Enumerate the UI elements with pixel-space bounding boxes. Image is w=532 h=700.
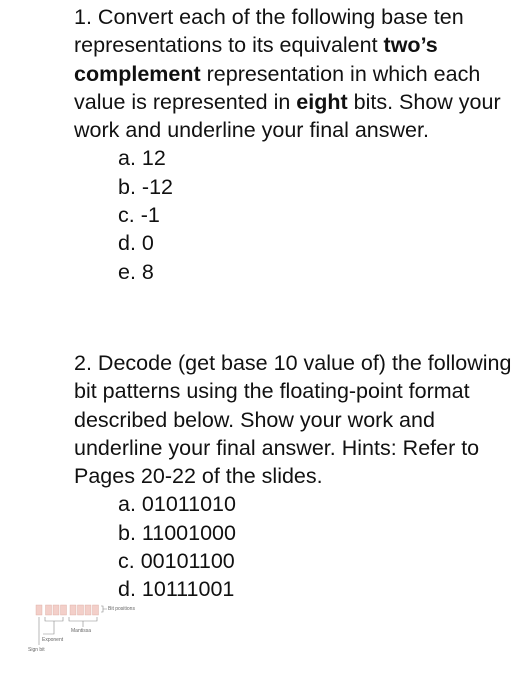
question-1-option-a: a. 12	[118, 146, 166, 171]
question-2	[74, 349, 524, 604]
exponent-bracket	[43, 617, 63, 634]
question-1-part-1: Convert each of the following base ten representations to its equivalent	[74, 5, 464, 58]
bit-cells	[36, 605, 99, 615]
question-2-body: Decode (get base 10 value of) the following bit patterns using the floating-point format described below. Show your work and underline your final answer.	[74, 351, 512, 460]
question-1-option-c: c. -1	[118, 203, 160, 228]
sign-bit-label: Sign bit	[28, 647, 45, 653]
bit-positions-bracket	[101, 606, 107, 612]
question-1-options	[74, 144, 524, 285]
question-1-part-2: two’s complement	[74, 33, 438, 86]
bit-cell	[53, 605, 59, 615]
question-1-part-4: eight	[296, 89, 348, 114]
question-1-part-5: bits. Show your work and underline your final answer.	[74, 89, 501, 143]
bit-cell	[46, 605, 52, 615]
question-1-option-e: e. 8	[118, 259, 154, 284]
question-1-part-3: representation in which each value is represented in	[74, 61, 481, 114]
question-1-text	[74, 3, 524, 144]
question-2-option-a: a. 01011010	[118, 492, 236, 517]
question-1-number: 1.	[74, 5, 92, 29]
bit-cell	[85, 605, 91, 615]
bit-cell	[70, 605, 76, 615]
question-1-option-b: b. -12	[118, 174, 173, 199]
question-2-option-d: d. 10111001	[118, 577, 235, 602]
bit-cell	[78, 605, 84, 615]
question-2-option-c: c. 00101100	[118, 549, 235, 574]
bit-positions-label: Bit positions	[108, 606, 135, 612]
question-2-options	[74, 490, 524, 603]
question-1-option-d: d. 0	[118, 231, 154, 256]
question-2-text	[74, 349, 524, 490]
floating-point-format-diagram	[25, 603, 165, 661]
mantissa-bracket	[69, 617, 97, 627]
bit-cell	[93, 605, 99, 615]
question-1	[74, 3, 524, 286]
bit-cell	[36, 605, 42, 615]
floating-point-format-figure	[25, 603, 165, 661]
question-2-hint: Hints: Refer to Pages 20-22 of the slides.	[74, 435, 480, 489]
question-2-number: 2.	[74, 351, 92, 375]
mantissa-label: Mantissa	[71, 628, 92, 634]
bit-cell	[61, 605, 67, 615]
question-2-option-b: b. 11001000	[118, 520, 236, 545]
exponent-label: Exponent	[42, 637, 64, 643]
